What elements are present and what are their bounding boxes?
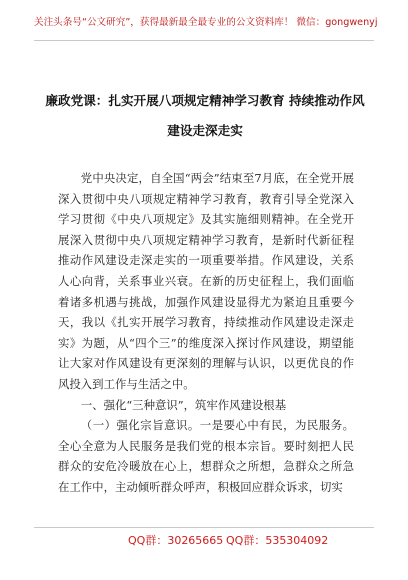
document-title-line-1: 廉政党课：扎实开展八项规定精神学习教育 持续推动作风 xyxy=(45,93,365,108)
document-body xyxy=(58,168,354,498)
header-divider xyxy=(34,40,374,41)
document-title-line-2: 建设走深走实 xyxy=(167,123,243,138)
footer-divider xyxy=(34,527,374,528)
footer-qq-group-2: QQ群：535304092 xyxy=(226,534,329,547)
section-heading: 一、强化“三种意识”，筑牢作风建设根基 xyxy=(80,397,287,412)
footer-qq-group-1: QQ群：30265665 xyxy=(128,534,224,547)
header-banner: 关注头条号“公文研究”，获得最新最全最专业的公文资料库！ 微信：gongwenyj xyxy=(34,17,378,28)
paragraph-intro: 党中央决定，自全国“两会”结束至7月底，在全党开展深入贯彻中央八项规定精神学习教育，教育引导全党深入学习贯彻《中央八项规定》及其实施细则精神。在全党开展深入贯彻中央八项规定精神学习教育，是新时代新征程推动作风建设走深走实的一项重要举措。作风建设，关系人心向背，关系事业兴衰。在新的历史征程上，我们面临着诸多机遇与挑战，加强作风建设显得尤为紧迫且重要今天，我以《扎实开展学习教育，持续推动作风建设走深走实》为题，从“四个三”的维度深入探讨作风建设，期望能让大家对作风建设有更深刻的理解与认识，以更优良的作风投入到工作与生活之中。 xyxy=(58,171,354,391)
paragraph-section-1: （一）强化宗旨意识。一是要心中有民，为民服务。全心全意为人民服务是我们党的根本宗旨。要时刻把人民群众的安危冷暖放在心上，想群众之所想，急群众之所急在工作中，主动倾听群众呼声，积极回应群众诉求，切实 xyxy=(58,418,354,494)
